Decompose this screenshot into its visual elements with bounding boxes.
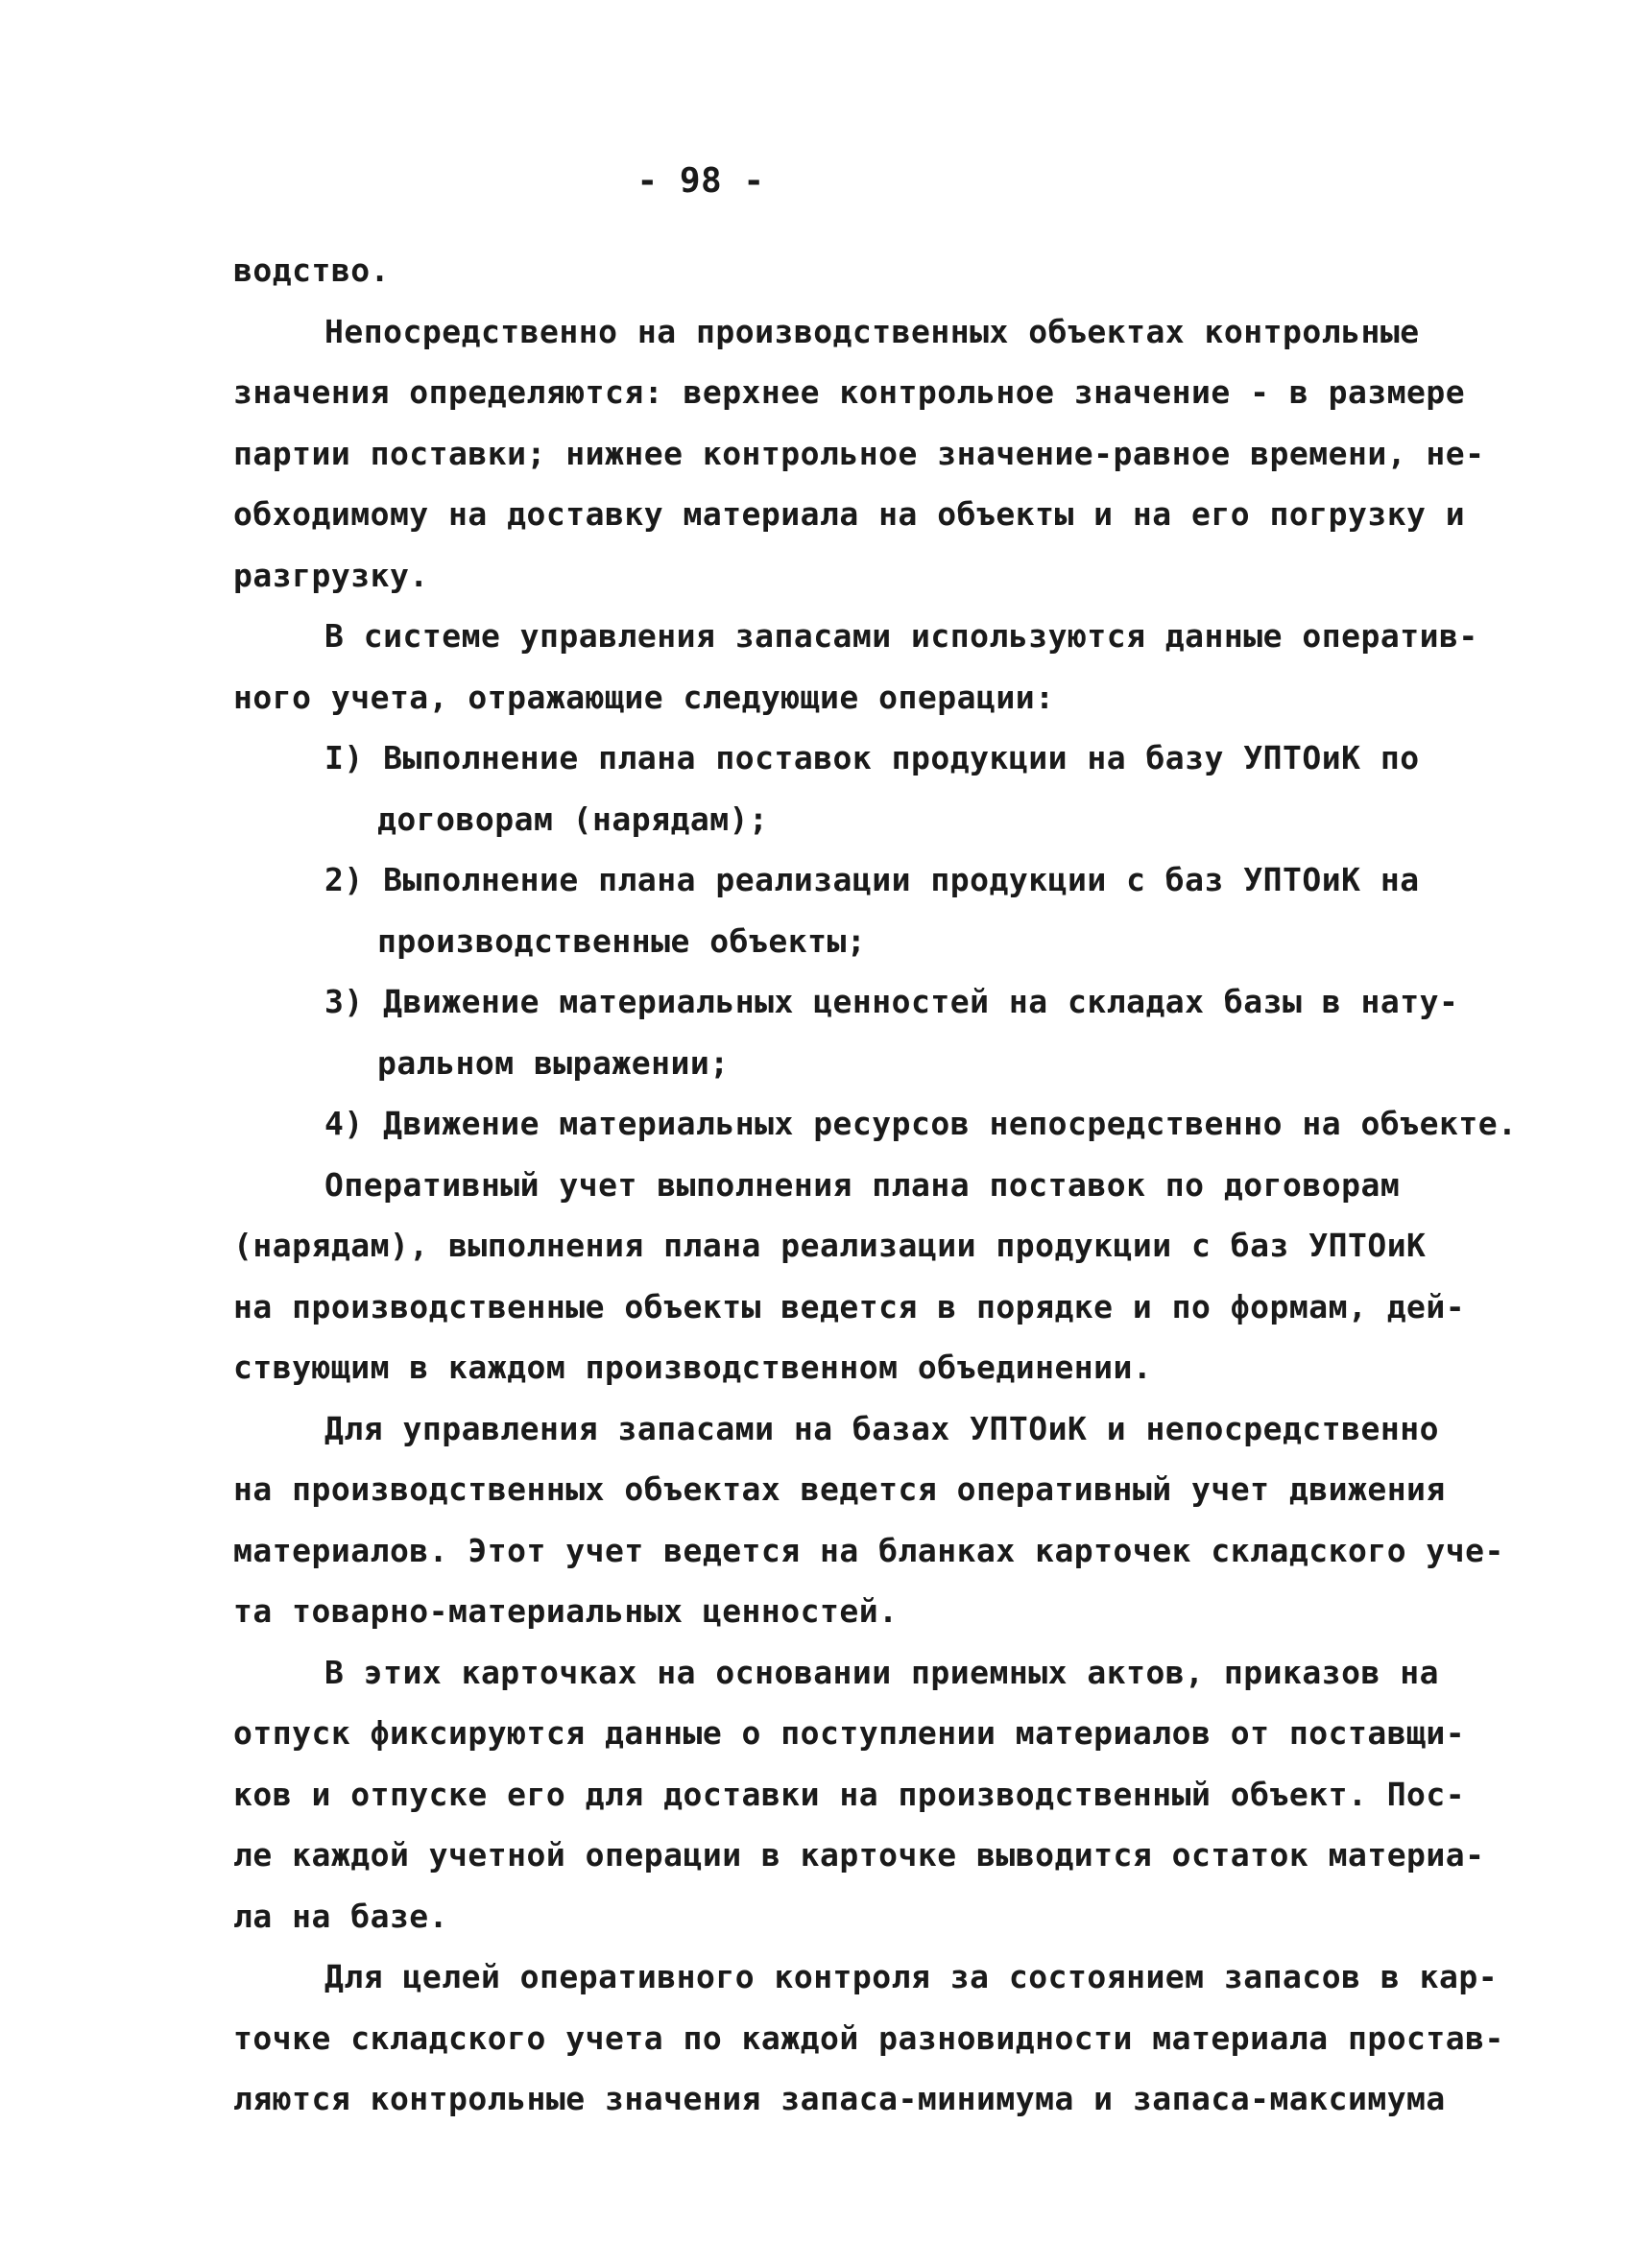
text-line: Для управления запасами на базах УПТОиК и непосредственно (324, 1409, 1439, 1447)
text-line: обходимому на доставку материала на объекты и на его погрузку и (233, 495, 1466, 533)
list-item-continuation: производственные объекты; (377, 921, 867, 960)
list-item: I) Выполнение плана поставок продукции на базу УПТОиК по (324, 739, 1420, 776)
text-line: ков и отпуске его для доставки на производственный объект. Пос- (233, 1775, 1466, 1813)
text-line: отпуск фиксируются данные о поступлении материалов от поставщи- (233, 1714, 1466, 1752)
page-number: - 98 - (636, 161, 765, 201)
text-line: разгрузку. (233, 556, 429, 594)
text-line: партии поставки; нижнее контрольное значение-равное времени, не- (233, 434, 1485, 472)
text-line: Для целей оперативного контроля за состоянием запасов в кар- (324, 1958, 1499, 1995)
text-line: ла на базе. (233, 1897, 449, 1935)
text-line: ле каждой учетной операции в карточке выводится остаток материа- (233, 1836, 1485, 1874)
text-line: точке складского учета по каждой разновидности материала простав- (233, 2018, 1504, 2057)
text-line: ляются контрольные значения запаса-минимума и запаса-максимума (233, 2080, 1446, 2117)
body-text (233, 240, 1518, 2130)
text-line: Непосредственно на производственных объектах контрольные (324, 312, 1420, 350)
list-item-continuation: ральном выражении; (377, 1043, 730, 1082)
text-line: на производственные объекты ведется в порядке и по формам, дей- (233, 1287, 1466, 1325)
list-item: 2) Выполнение плана реализации продукции с баз УПТОиК на (324, 861, 1420, 898)
list-item-continuation: договорам (нарядам); (377, 800, 769, 838)
list-item: 3) Движение материальных ценностей на складах базы в нату- (324, 983, 1459, 1020)
text-line: В системе управления запасами используются данные оператив- (324, 617, 1478, 655)
text-line: на производственных объектах ведется оперативный учет движения (233, 1470, 1446, 1508)
text-line: Оперативный учет выполнения плана поставок по договорам (324, 1165, 1401, 1204)
text-line: значения определяются: верхнее контрольное значение - в размере (233, 373, 1466, 411)
text-line: та товарно-материальных ценностей. (233, 1592, 899, 1630)
text-line: В этих карточках на основании приемных актов, приказов на (324, 1653, 1439, 1691)
list-item: 4) Движение материальных ресурсов непосредственно на объекте. (324, 1105, 1518, 1142)
text-line: водство. (233, 251, 390, 289)
text-line: ствующим в каждом производственном объединении. (233, 1349, 1153, 1386)
text-line: ного учета, отражающие следующие операции: (233, 678, 1055, 716)
text-line: (нарядам), выполнения плана реализации продукции с баз УПТОиК (233, 1227, 1427, 1264)
text-line: материалов. Этот учет ведется на бланках карточек складского уче- (233, 1531, 1504, 1569)
